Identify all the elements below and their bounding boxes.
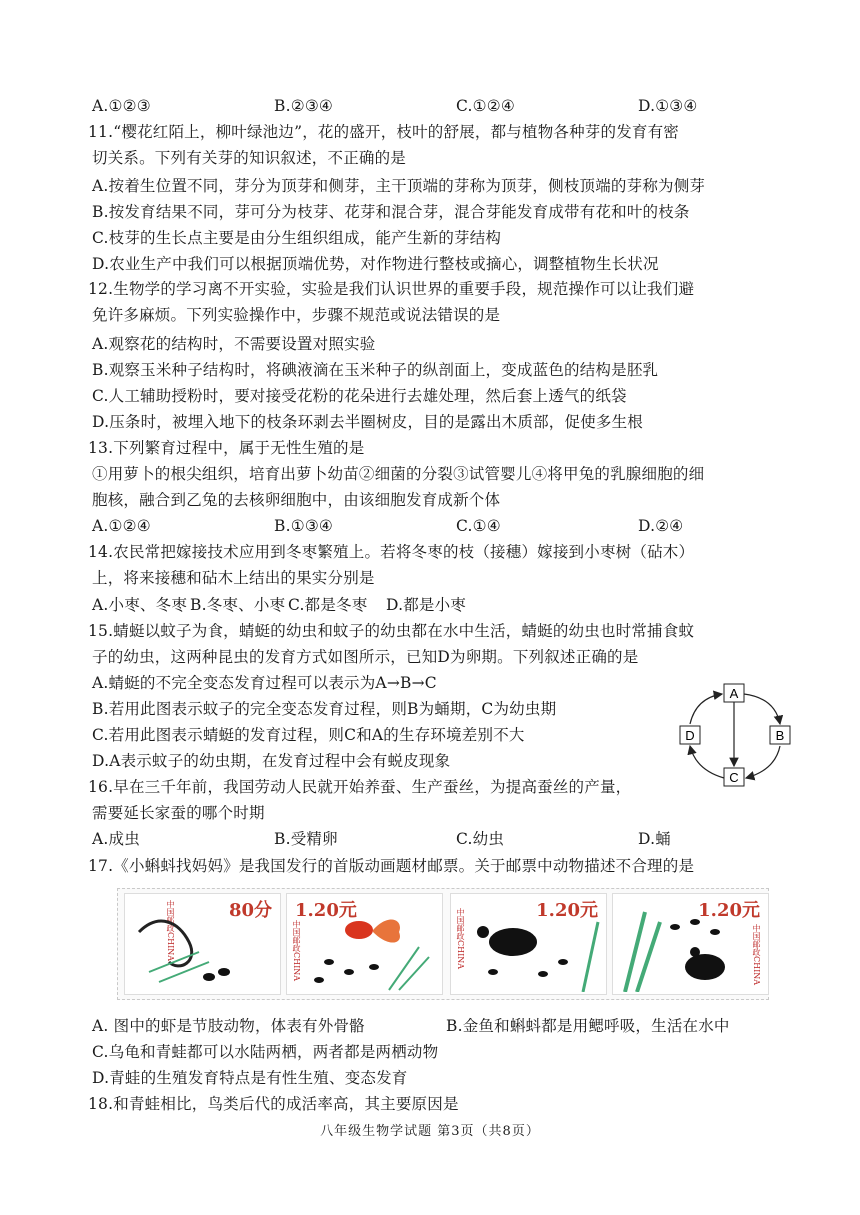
q14-stem-2: 上，将来接穗和砧木上结出的果实分别是	[92, 569, 375, 587]
q16-stem-2: 需要延长家蚕的哪个时期	[92, 804, 265, 822]
q11-option-b: B.按发育结果不同，芽可分为枝芽、花芽和混合芽，混合芽能发育成带有花和叶的枝条	[92, 203, 690, 221]
q12-option-a: A.观察花的结构时，不需要设置对照实验	[92, 335, 376, 353]
svg-text:C: C	[729, 770, 739, 785]
q16-stem-1: 16.早在三千年前，我国劳动人民就开始养蚕、生产蚕丝，为提高蚕丝的产量，	[88, 778, 632, 796]
q14-stem-1: 14.农民常把嫁接技术应用到冬枣繁殖上。若将冬枣的枝（接穗）嫁接到小枣树（砧木）	[88, 543, 695, 561]
q11-stem-2: 切关系。下列有关芽的知识叙述，不正确的是	[92, 149, 407, 167]
q12-option-c: C.人工辅助授粉时，要对接受花粉的花朵进行去雄处理，然后套上透气的纸袋	[92, 387, 627, 405]
option-a: A.①②③	[92, 97, 151, 115]
q14-options	[92, 594, 484, 616]
turtle-illustration	[453, 902, 603, 992]
cycle-arc-b-c	[746, 746, 780, 778]
q17-options-ab	[92, 1015, 730, 1037]
svg-text:B: B	[775, 728, 785, 743]
stamp-country: 中国邮政CHINA	[292, 920, 301, 982]
q16-options	[92, 828, 820, 850]
q13-items-1: ①用萝卜的根尖组织，培育出萝卜幼苗②细菌的分裂③试管婴儿④将甲兔的乳腺细胞的细	[92, 465, 705, 483]
stamp-price: 1.20元	[295, 900, 357, 921]
q12-option-d: D.压条时，被埋入地下的枝条环剥去半圈树皮，目的是露出木质部，促使多生根	[92, 413, 644, 431]
stamp-country: 中国邮政CHINA	[752, 924, 761, 986]
option-b: B.金鱼和蝌蚪都是用鳃呼吸，生活在水中	[446, 1017, 730, 1035]
stamp-price: 1.20元	[698, 900, 760, 921]
shrimp-illustration	[129, 902, 249, 992]
svg-text:A: A	[729, 686, 739, 701]
q15-option-a: A.蜻蜓的不完全变态发育过程可以表示为A→B→C	[92, 674, 437, 692]
svg-text:D: D	[685, 728, 695, 743]
q18-stem: 18.和青蛙相比，鸟类后代的成活率高，其主要原因是	[88, 1095, 459, 1113]
option-b: B.①③④	[274, 517, 334, 535]
option-b: B.冬枣、小枣	[190, 596, 286, 614]
q15-option-d: D.A表示蚊子的幼虫期，在发育过程中会有蜕皮现象	[92, 752, 451, 770]
option-a: A.成虫	[92, 830, 140, 848]
q15-stem-1: 15.蜻蜓以蚊子为食，蜻蜓的幼虫和蚊子的幼虫都在水中生活，蜻蜓的幼虫也时常捕食蚊	[88, 622, 695, 640]
q17-option-d: D.青蛙的生殖发育特点是有性生殖、变态发育	[92, 1069, 408, 1087]
node-c	[724, 768, 744, 786]
q11-option-d: D.农业生产中我们可以根据顶端优势，对作物进行整枝或摘心，调整植物生长状况	[92, 255, 659, 273]
cycle-arc-d-a	[690, 694, 722, 724]
option-b: B.受精卵	[274, 830, 338, 848]
q12-option-b: B.观察玉米种子结构时，将碘液滴在玉米种子的纵剖面上，变成蓝色的结构是胚乳	[92, 361, 659, 379]
option-a: A.①②④	[92, 517, 151, 535]
node-b	[770, 726, 790, 744]
cycle-arc-a-b	[744, 694, 780, 724]
cycle-arc-c-d	[690, 746, 724, 778]
q15-stem-2: 子的幼虫，这两种昆虫的发育方式如图所示，已知D为卵期。下列叙述正确的是	[92, 648, 639, 666]
stamp-goldfish	[286, 893, 443, 995]
stamp-price: 80分	[228, 900, 272, 921]
option-a: A. 图中的虾是节肢动物，体表有外骨骼	[92, 1017, 365, 1035]
option-c: C.①②④	[456, 97, 515, 115]
node-d	[680, 726, 700, 744]
q13-items-2: 胞核，融合到乙兔的去核卵细胞中，由该细胞发育成新个体	[92, 491, 501, 509]
q17-option-c: C.乌龟和青蛙都可以水陆两栖，两者都是两栖动物	[92, 1043, 439, 1061]
q10-options	[92, 95, 820, 117]
q12-stem-1: 12.生物学的学习离不开实验，实验是我们认识世界的重要手段，规范操作可以让我们避	[88, 280, 695, 298]
option-d: D.②④	[638, 517, 684, 535]
option-d: D.都是小枣	[386, 596, 467, 614]
stamp-turtle	[450, 893, 607, 995]
stamp-shrimp	[124, 893, 281, 995]
life-cycle-diagram	[672, 680, 802, 795]
q15-option-c: C.若用此图表示蜻蜓的发育过程，则C和A的生存环境差别不大	[92, 726, 525, 744]
stamp-strip-image	[117, 888, 769, 1000]
option-d: D.①③④	[638, 97, 698, 115]
q12-stem-2: 免许多麻烦。下列实验操作中，步骤不规范或说法错误的是	[92, 306, 501, 324]
option-b: B.②③④	[274, 97, 334, 115]
q17-stem: 17.《小蝌蚪找妈妈》是我国发行的首版动画题材邮票。关于邮票中动物描述不合理的是	[88, 857, 695, 875]
stamp-price: 1.20元	[536, 900, 598, 921]
stamp-country: 中国邮政CHINA	[166, 900, 175, 962]
frog-illustration	[615, 902, 765, 992]
q13-stem: 13.下列繁育过程中，属于无性生殖的是	[88, 439, 365, 457]
option-c: C.①④	[456, 517, 501, 535]
goldfish-illustration	[289, 902, 439, 992]
q15-option-b: B.若用此图表示蚊子的完全变态发育过程，则B为蛹期，C为幼虫期	[92, 700, 557, 718]
node-a	[724, 684, 744, 702]
option-d: D.蛹	[638, 830, 671, 848]
q11-option-c: C.枝芽的生长点主要是由分生组织组成，能产生新的芽结构	[92, 229, 502, 247]
q11-stem-1: 11.“樱花红陌上，柳叶绿池边”，花的盛开，枝叶的舒展，都与植物各种芽的发育有密	[88, 123, 680, 141]
stamp-frog	[612, 893, 769, 995]
option-c: C.都是冬枣	[288, 596, 368, 614]
q13-options	[92, 515, 820, 537]
page-footer: 八年级生物学试题 第3页（共8页）	[320, 1124, 540, 1139]
q11-option-a: A.按着生位置不同，芽分为顶芽和侧芽，主干顶端的芽称为顶芽，侧枝顶端的芽称为侧芽	[92, 177, 706, 195]
option-a: A.小枣、冬枣	[92, 596, 188, 614]
option-c: C.幼虫	[456, 830, 505, 848]
stamp-country: 中国邮政CHINA	[456, 908, 465, 970]
